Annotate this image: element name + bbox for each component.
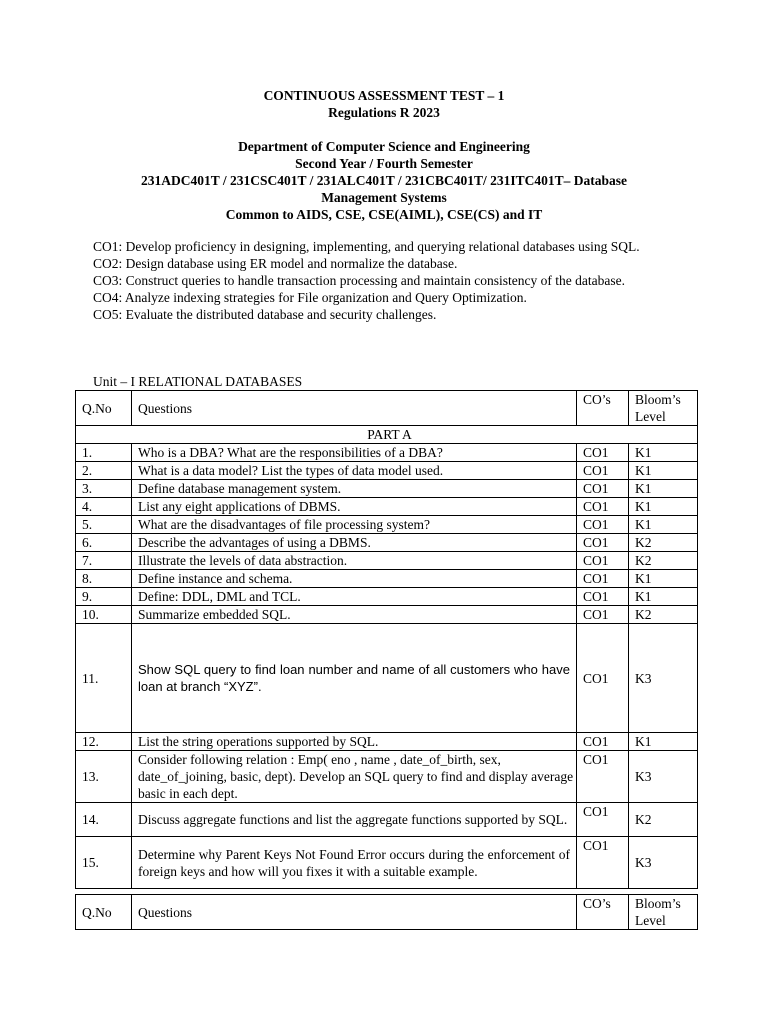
question-level: K1 bbox=[629, 516, 698, 534]
header-questions: Questions bbox=[132, 391, 577, 426]
question-level: K3 bbox=[629, 837, 698, 889]
question-text: Show SQL query to find loan number and name of all customers who have loan at branch “XYZ”. bbox=[132, 624, 577, 733]
question-number: 11. bbox=[76, 624, 132, 733]
question-text: Describe the advantages of using a DBMS. bbox=[132, 534, 577, 552]
table-row bbox=[76, 480, 698, 498]
question-co: CO1 bbox=[577, 588, 629, 606]
question-text: Define instance and schema. bbox=[132, 570, 577, 588]
question-co: CO1 bbox=[577, 733, 629, 751]
question-number: 6. bbox=[76, 534, 132, 552]
question-number: 8. bbox=[76, 570, 132, 588]
table-header-row bbox=[76, 391, 698, 426]
question-level: K1 bbox=[629, 570, 698, 588]
question-number: 2. bbox=[76, 462, 132, 480]
part-a-label: PART A bbox=[76, 426, 698, 444]
header-qno: Q.No bbox=[76, 895, 132, 930]
regulations: Regulations R 2023 bbox=[328, 105, 440, 120]
table-row bbox=[76, 588, 698, 606]
question-co: CO1 bbox=[577, 498, 629, 516]
header-qno: Q.No bbox=[76, 391, 132, 426]
course-codes: 231ADC401T / 231CSC401T / 231ALC401T / 231CBC401T/ 231ITC401T– Database bbox=[140, 173, 628, 188]
question-text: List the string operations supported by SQL. bbox=[132, 733, 577, 751]
header-cos: CO’s bbox=[577, 895, 629, 930]
question-level: K2 bbox=[629, 534, 698, 552]
question-co: CO1 bbox=[577, 480, 629, 498]
table-row bbox=[76, 733, 698, 751]
table-row bbox=[76, 516, 698, 534]
table-row bbox=[76, 570, 698, 588]
question-co: CO1 bbox=[577, 803, 629, 837]
question-number: 12. bbox=[76, 733, 132, 751]
document-header bbox=[0, 87, 768, 223]
question-level: K1 bbox=[629, 480, 698, 498]
co4: CO4: Analyze indexing strategies for File organization and Query Optimization. bbox=[93, 290, 527, 305]
question-text: Illustrate the levels of data abstraction. bbox=[132, 552, 577, 570]
question-number: 5. bbox=[76, 516, 132, 534]
co5: CO5: Evaluate the distributed database and security challenges. bbox=[93, 307, 437, 322]
question-level: K1 bbox=[629, 588, 698, 606]
question-co: CO1 bbox=[577, 606, 629, 624]
question-text: Summarize embedded SQL. bbox=[132, 606, 577, 624]
table-row bbox=[76, 462, 698, 480]
question-level: K3 bbox=[629, 751, 698, 803]
question-text: What is a data model? List the types of data model used. bbox=[132, 462, 577, 480]
co2: CO2: Design database using ER model and normalize the database. bbox=[93, 256, 458, 271]
question-number: 7. bbox=[76, 552, 132, 570]
question-level: K2 bbox=[629, 606, 698, 624]
table-row bbox=[76, 624, 698, 733]
header-blooms: Bloom’s Level bbox=[629, 895, 698, 930]
co3: CO3: Construct queries to handle transaction processing and maintain consistency of the database. bbox=[93, 273, 625, 288]
question-co: CO1 bbox=[577, 516, 629, 534]
course-outcomes bbox=[93, 238, 683, 323]
course-name: Management Systems bbox=[321, 190, 447, 205]
question-text: List any eight applications of DBMS. bbox=[132, 498, 577, 516]
table-row bbox=[76, 803, 698, 837]
table-header-row bbox=[76, 895, 698, 930]
question-number: 14. bbox=[76, 803, 132, 837]
table-row bbox=[76, 751, 698, 803]
question-level: K1 bbox=[629, 498, 698, 516]
department: Department of Computer Science and Engineering bbox=[238, 139, 530, 154]
question-number: 13. bbox=[76, 751, 132, 803]
question-level: K1 bbox=[629, 444, 698, 462]
co1: CO1: Develop proficiency in designing, implementing, and querying relational databases using SQL. bbox=[93, 239, 640, 254]
table-row bbox=[76, 534, 698, 552]
common-to: Common to AIDS, CSE, CSE(AIML), CSE(CS) and IT bbox=[225, 207, 543, 222]
table-row bbox=[76, 552, 698, 570]
test-title: CONTINUOUS ASSESSMENT TEST – 1 bbox=[263, 88, 505, 103]
header-cos: CO’s bbox=[577, 391, 629, 426]
question-co: CO1 bbox=[577, 837, 629, 889]
year-semester: Second Year / Fourth Semester bbox=[295, 156, 473, 171]
question-number: 9. bbox=[76, 588, 132, 606]
questions-table bbox=[75, 390, 698, 889]
question-number: 15. bbox=[76, 837, 132, 889]
question-co: CO1 bbox=[577, 534, 629, 552]
question-number: 4. bbox=[76, 498, 132, 516]
question-number: 3. bbox=[76, 480, 132, 498]
unit-title: Unit – I RELATIONAL DATABASES bbox=[93, 374, 303, 389]
questions-table-continued bbox=[75, 894, 698, 930]
question-text: Determine why Parent Keys Not Found Error occurs during the enforcement of foreign keys and how will you fixes it with a suitable example. bbox=[132, 837, 577, 889]
question-text: Who is a DBA? What are the responsibilities of a DBA? bbox=[132, 444, 577, 462]
question-text: Consider following relation : Emp( eno , name , date_of_birth, sex, date_of_joining, basic, dept). Develop an SQL query to find and display average basic in each dept. bbox=[132, 751, 577, 803]
question-number: 1. bbox=[76, 444, 132, 462]
table-row bbox=[76, 606, 698, 624]
table-row bbox=[76, 444, 698, 462]
question-co: CO1 bbox=[577, 570, 629, 588]
question-text: Discuss aggregate functions and list the aggregate functions supported by SQL. bbox=[132, 803, 577, 837]
header-blooms: Bloom’s Level bbox=[629, 391, 698, 426]
question-co: CO1 bbox=[577, 444, 629, 462]
table-row bbox=[76, 837, 698, 889]
question-level: K1 bbox=[629, 733, 698, 751]
question-co: CO1 bbox=[577, 624, 629, 733]
question-level: K1 bbox=[629, 462, 698, 480]
table-row bbox=[76, 498, 698, 516]
question-co: CO1 bbox=[577, 462, 629, 480]
question-co: CO1 bbox=[577, 751, 629, 803]
question-text: Define database management system. bbox=[132, 480, 577, 498]
question-number: 10. bbox=[76, 606, 132, 624]
question-co: CO1 bbox=[577, 552, 629, 570]
question-level: K2 bbox=[629, 803, 698, 837]
part-a-row bbox=[76, 426, 698, 444]
header-questions: Questions bbox=[132, 895, 577, 930]
question-level: K2 bbox=[629, 552, 698, 570]
question-level: K3 bbox=[629, 624, 698, 733]
question-text: What are the disadvantages of file processing system? bbox=[132, 516, 577, 534]
question-text: Define: DDL, DML and TCL. bbox=[132, 588, 577, 606]
